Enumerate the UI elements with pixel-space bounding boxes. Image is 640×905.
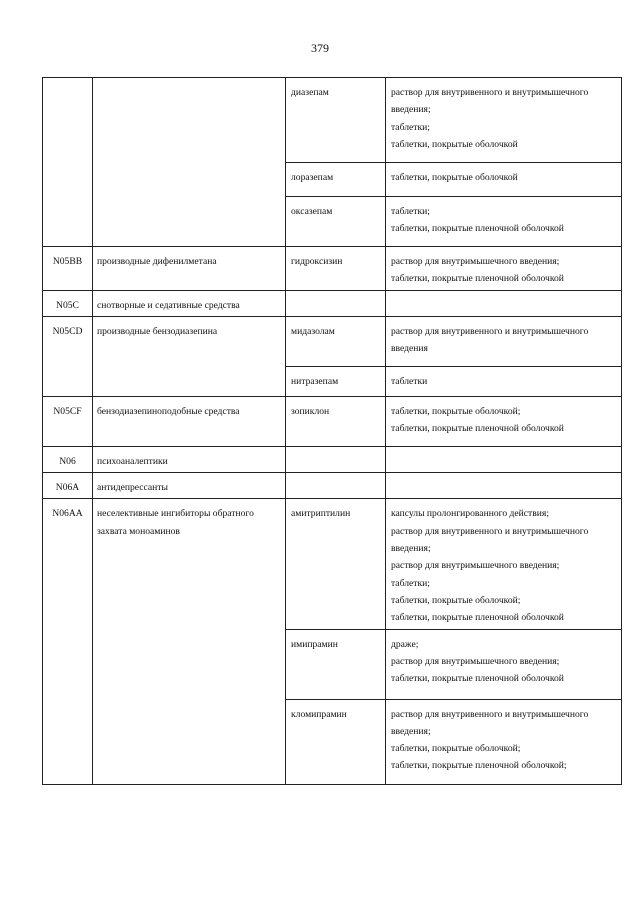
dosage-form-line: драже; [391,638,419,650]
table-row [43,499,622,629]
dosage-form-line: таблетки, покрытые оболочкой; [391,594,521,606]
dosage-form-line: таблетки, покрытые оболочкой [391,172,518,183]
group-name-cell [93,446,286,472]
dosage-form-line: капсулы пролонгированного действия; [391,508,549,520]
page-number: 379 [311,41,329,55]
dosage-form-line: таблетки, покрытые оболочкой; [391,405,521,417]
dosage-form-line: таблетки, покрытые оболочкой; [391,743,521,755]
dosage-form-line: раствор для внутривенного и внутримышечного [391,708,589,720]
group-name-line: бензодиазепиноподобные средства [97,405,240,417]
dosage-forms-cell [386,78,622,163]
dosage-form-line: введения; [391,543,431,555]
dosage-form-line: таблетки, покрытые оболочкой [391,138,518,150]
group-name-cell [93,473,286,499]
group-name-cell [93,290,286,316]
atc-code-cell: N05CD [43,316,93,396]
drug-name-cell: диазепам [286,78,386,163]
dosage-forms-cell [386,446,622,472]
atc-code-cell: N06A [43,473,93,499]
drug-name-cell [286,446,386,472]
dosage-forms-cell [386,629,622,699]
group-name-line: снотворные и седативные средства [97,299,240,311]
table-row [43,290,622,316]
drug-name-cell: гидроксизин [286,247,386,291]
table-body [43,78,622,785]
dosage-form-line: введения; [391,725,431,737]
dosage-form-line: таблетки; [391,577,430,589]
dosage-form-line: таблетки; [391,206,430,217]
dosage-forms-cell [386,316,622,366]
group-name-line: производные дифенилметана [97,256,217,267]
drug-name-cell: кломипрамин [286,699,386,784]
drug-name-cell [286,473,386,499]
drug-name-cell: мидазолам [286,316,386,366]
dosage-form-line: раствор для внутривенного и внутримышечного [391,525,589,537]
dosage-form-line: раствор для внутримышечного введения; [391,256,560,267]
drug-classification-table [42,77,622,785]
group-name-cell [93,499,286,784]
table-row [43,78,622,163]
dosage-forms-cell [386,473,622,499]
table-row [43,316,622,366]
group-name-cell [93,78,286,247]
dosage-form-line: таблетки, покрытые пленочной оболочкой [391,273,564,285]
drug-name-cell: лоразепам [286,163,386,197]
group-name-line: антидепрессанты [97,482,168,494]
dosage-form-line: таблетки; [391,121,430,133]
group-name-line: психоаналептики [97,455,168,467]
group-name-line: захвата моноаминов [97,525,180,537]
group-name-cell [93,247,286,291]
dosage-forms-cell [386,499,622,629]
dosage-forms-cell [386,290,622,316]
drug-name-cell: нитразепам [286,366,386,396]
drug-name-cell: амитриптилин [286,499,386,629]
dosage-form-line: таблетки, покрытые пленочной оболочкой [391,423,564,435]
dosage-forms-cell [386,699,622,784]
dosage-forms-cell [386,247,622,291]
dosage-form-line: раствор для внутривенного и внутримышечного [391,87,589,98]
drug-name-cell: имипрамин [286,629,386,699]
atc-code-cell: N05BB [43,247,93,291]
dosage-forms-cell [386,366,622,396]
table-row [43,446,622,472]
table-row [43,396,622,446]
atc-code-cell: N06 [43,446,93,472]
atc-code-cell: N06AA [43,499,93,784]
dosage-form-line: введения [391,343,428,355]
drug-name-cell [286,290,386,316]
table-row [43,247,622,291]
dosage-forms-cell [386,396,622,446]
dosage-form-line: раствор для внутримышечного введения; [391,655,560,667]
dosage-form-line: раствор для внутримышечного введения; [391,560,560,572]
dosage-form-line: таблетки, покрытые пленочной оболочкой [391,223,564,235]
dosage-form-line: таблетки, покрытые пленочной оболочкой [391,612,564,624]
atc-code-cell: N05C [43,290,93,316]
group-name-line: неселективные ингибиторы обратного [97,508,254,520]
dosage-form-line: таблетки [391,375,428,387]
group-name-cell [93,396,286,446]
atc-code-cell [43,78,93,247]
dosage-forms-cell [386,197,622,247]
group-name-line: производные бензодиазепина [97,325,218,337]
drug-name-cell: зопиклон [286,396,386,446]
dosage-forms-cell [386,163,622,197]
group-name-cell [93,316,286,396]
dosage-form-line: таблетки, покрытые пленочной оболочкой; [391,760,567,772]
dosage-form-line: таблетки, покрытые пленочной оболочкой [391,673,564,685]
drug-name-cell: оксазепам [286,197,386,247]
dosage-form-line: введения; [391,104,431,116]
dosage-form-line: раствор для внутривенного и внутримышечного [391,325,589,337]
table-row [43,473,622,499]
atc-code-cell: N05CF [43,396,93,446]
